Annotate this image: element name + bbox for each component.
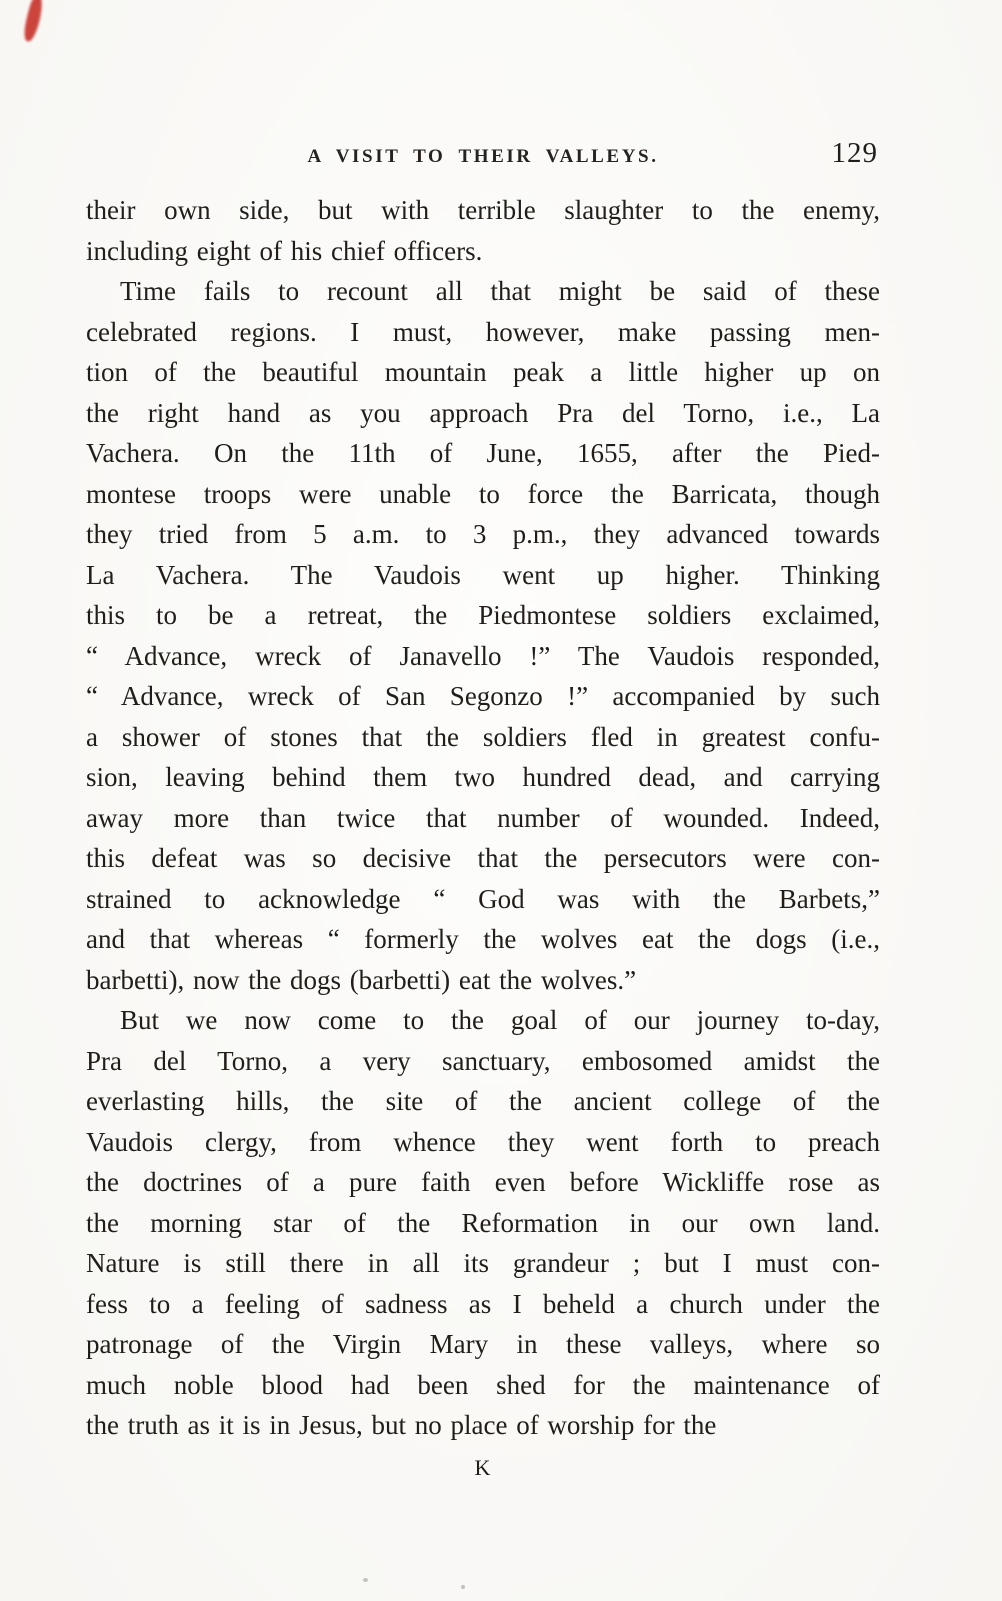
text-line: tion of the beautiful mountain peak a little higher up on bbox=[86, 357, 880, 387]
text-line: celebrated regions. I must, however, make passing men- bbox=[86, 316, 880, 347]
text-line: Pra del Torno, a very sanctuary, embosomed amidst the bbox=[86, 1045, 880, 1076]
text-line: “ Advance, wreck of Janavello !” The Vaudois responded, bbox=[86, 640, 880, 671]
text-line: Vaudois clergy, from whence they went forth to preach bbox=[86, 1126, 880, 1157]
text-line: “ Advance, wreck of San Segonzo !” accompanied by such bbox=[86, 681, 880, 711]
text-line: the right hand as you approach Pra del Torno, i.e., La bbox=[86, 397, 880, 428]
text-line: their own side, but with terrible slaughter to the enemy, bbox=[86, 195, 880, 225]
text-line: this to be a retreat, the Piedmontese soldiers exclaimed, bbox=[86, 600, 880, 630]
text-line: the morning star of the Reformation in our own land. bbox=[86, 1207, 880, 1238]
scan-artifact-dot bbox=[363, 1578, 368, 1582]
text-line: sion, leaving behind them two hundred dead, and carrying bbox=[86, 762, 880, 792]
signature-mark: K bbox=[474, 1454, 492, 1480]
text-line: they tried from 5 a.m. to 3 p.m., they advanced towards bbox=[86, 519, 880, 549]
running-title: A VISIT TO THEIR VALLEYS. bbox=[307, 146, 659, 167]
text-line: But we now come to the goal of our journey to-day, bbox=[120, 1005, 880, 1035]
text-line: Nature is still there in all its grandeur ; but I must con- bbox=[86, 1248, 880, 1278]
text-line: this defeat was so decisive that the persecutors were con- bbox=[86, 843, 880, 873]
text-line: and that whereas “ formerly the wolves eat the dogs (i.e., bbox=[86, 924, 880, 954]
text-line: montese troops were unable to force the Barricata, though bbox=[86, 478, 880, 509]
text-line: Vachera. On the 11th of June, 1655, after the Pied- bbox=[86, 438, 880, 468]
text-line: fess to a feeling of sadness as I beheld a church under the bbox=[86, 1288, 880, 1319]
page-footer bbox=[86, 1455, 880, 1481]
text-line: a shower of stones that the soldiers fled in greatest confu- bbox=[86, 721, 880, 752]
page-number: 129 bbox=[831, 137, 878, 169]
text-line: barbetti), now the dogs (barbetti) eat the wolves.” bbox=[86, 964, 637, 995]
text-line: including eight of his chief officers. bbox=[86, 235, 483, 266]
text-line: everlasting hills, the site of the ancient college of the bbox=[86, 1086, 880, 1116]
page-header bbox=[86, 137, 880, 174]
text-line: La Vachera. The Vaudois went up higher. Thinking bbox=[86, 559, 880, 590]
scan-artifact-red-mark bbox=[21, 0, 45, 43]
text-line: Time fails to recount all that might be said of these bbox=[120, 276, 880, 306]
text-line: patronage of the Virgin Mary in these valleys, where so bbox=[86, 1329, 880, 1359]
scan-artifact-dot bbox=[461, 1585, 465, 1589]
text-line: away more than twice that number of wounded. Indeed, bbox=[86, 802, 880, 833]
text-line: much noble blood had been shed for the maintenance of bbox=[86, 1369, 880, 1400]
page-body bbox=[86, 190, 880, 1446]
text-line: strained to acknowledge “ God was with the Barbets,” bbox=[86, 883, 880, 914]
text-line: the doctrines of a pure faith even before Wickliffe rose as bbox=[86, 1167, 880, 1197]
text-line: the truth as it is in Jesus, but no place of worship for the bbox=[86, 1410, 717, 1440]
